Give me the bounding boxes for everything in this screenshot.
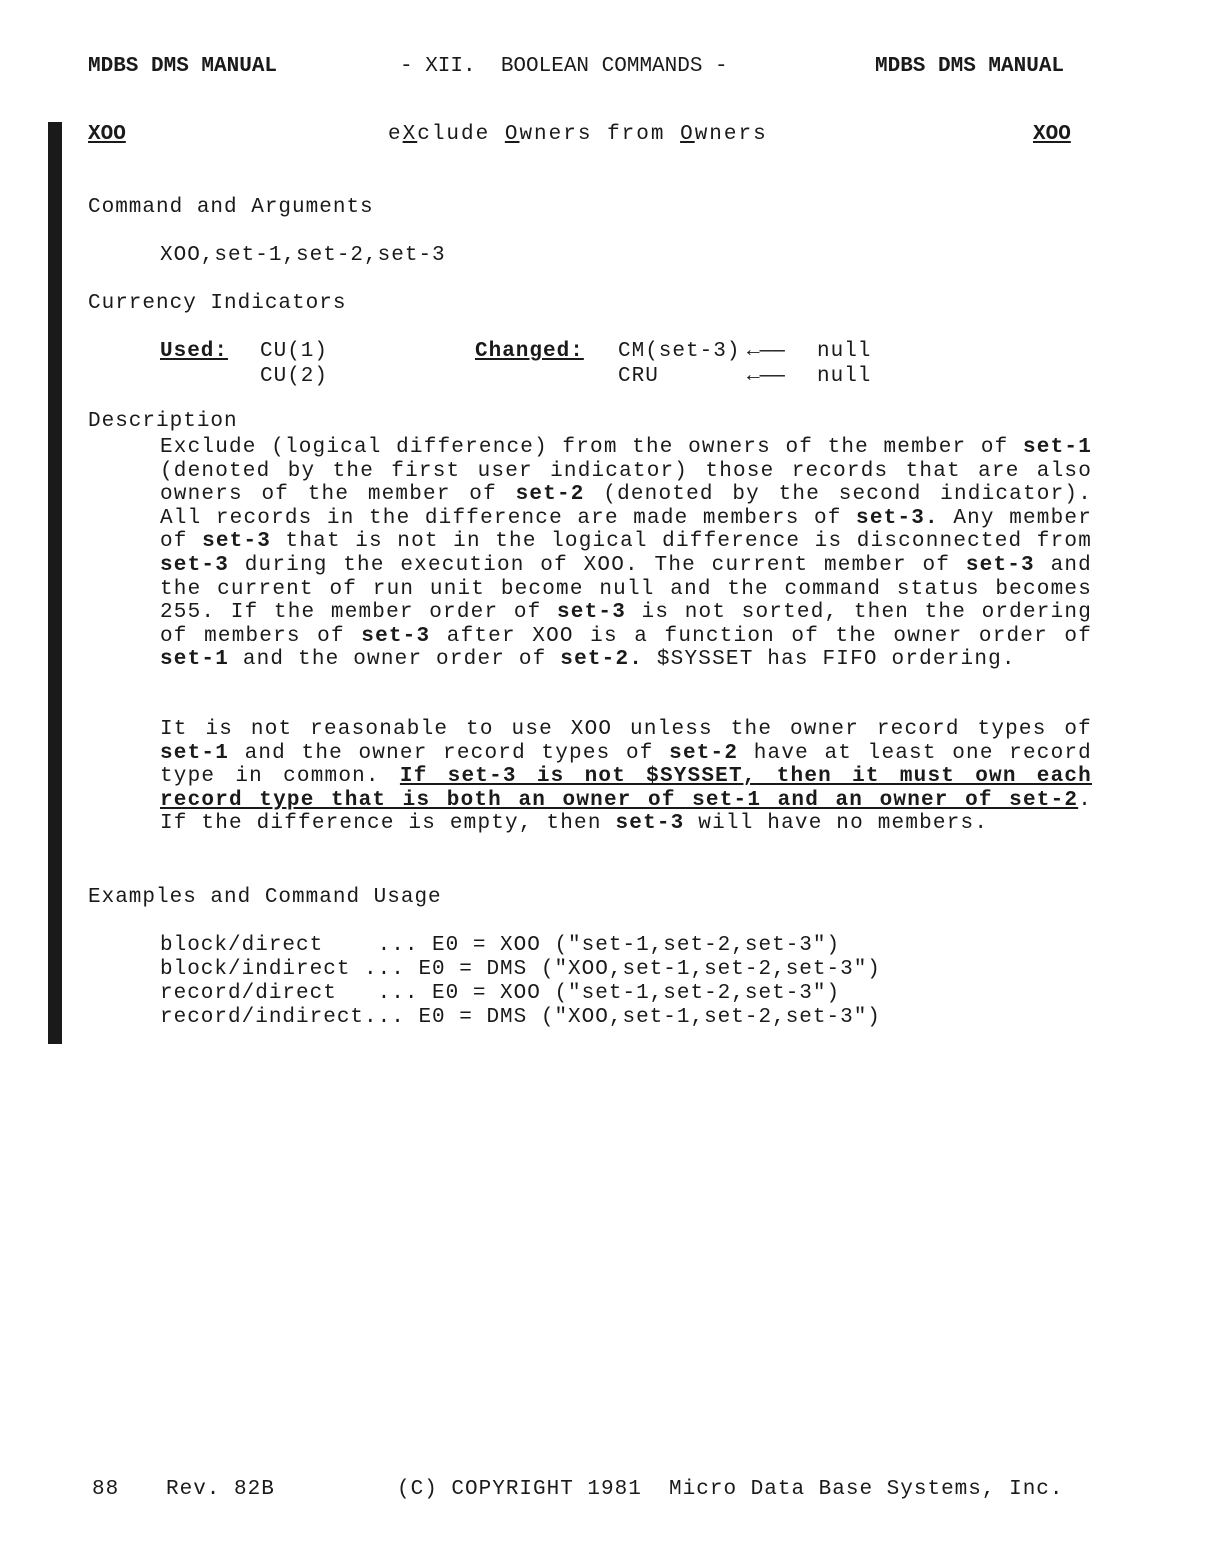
example-line: block/indirect ... E0 = DMS ("XOO,set-1,set-2,set-3") <box>160 958 881 981</box>
section-heading-examples: Examples and Command Usage <box>88 886 442 909</box>
command-syntax: XOO,set-1,set-2,set-3 <box>160 244 446 267</box>
used-indicator: CU(2) <box>260 365 329 388</box>
section-heading-currency: Currency Indicators <box>88 292 347 315</box>
changed-value: null <box>817 365 872 388</box>
changed-indicator: CM(set-3) <box>618 340 741 363</box>
used-label: Used: <box>160 340 229 363</box>
example-line: record/direct ... E0 = XOO ("set-1,set-2,set-3") <box>160 982 841 1005</box>
changed-indicator: CRU <box>618 365 659 388</box>
page-number: 88 <box>92 1478 120 1501</box>
command-title: eXclude Owners from Owners <box>388 123 768 146</box>
changed-value: null <box>817 340 872 363</box>
description-paragraph-1: Exclude (logical difference) from the owners of the member of set-1 (denoted by the first user indicator) those records that are also owners of the member of set-2 (denoted by the second indicator). All records in the difference are made members of set-3. Any member of set-3 that is not in the logical difference is disconnected from set-3 during the execution of XOO. The current member of set-3 and the current of run unit become null and the command status becomes 255. If the member order of set-3 is not sorted, then the ordering of members of set-3 after XOO is a function of the owner order of set-1 and the owner order of set-2. $SYSSET has FIFO ordering. <box>160 436 1093 672</box>
header-manual-title-left: MDBS DMS MANUAL <box>88 55 278 78</box>
example-line: block/direct ... E0 = XOO ("set-1,set-2,set-3") <box>160 934 841 957</box>
section-heading-description: Description <box>88 410 238 433</box>
revision-label: Rev. 82B <box>166 1478 275 1501</box>
header-manual-title-right: MDBS DMS MANUAL <box>875 55 1065 78</box>
left-arrow-icon: ←—— <box>747 365 785 388</box>
description-paragraph-2: It is not reasonable to use XOO unless the owner record types of set-1 and the owner record types of set-2 have at least one record type in common. If set-3 is not $SYSSET, then it must own each record type that is both an owner of set-1 and an owner of set-2. If the difference is empty, then set-3 will have no members. <box>160 718 1092 836</box>
copyright-notice: (C) COPYRIGHT 1981 Micro Data Base Systems, Inc. <box>397 1478 1064 1501</box>
header-chapter-title: - XII. BOOLEAN COMMANDS - <box>400 55 728 78</box>
changed-label: Changed: <box>475 340 584 363</box>
command-code-left: XOO <box>88 123 126 146</box>
section-heading-command: Command and Arguments <box>88 196 374 219</box>
revision-change-bar <box>48 122 62 1044</box>
command-code-right: XOO <box>1033 123 1071 146</box>
example-line: record/indirect... E0 = DMS ("XOO,set-1,set-2,set-3") <box>160 1006 881 1029</box>
left-arrow-icon: ←—— <box>747 340 785 363</box>
used-indicator: CU(1) <box>260 340 329 363</box>
